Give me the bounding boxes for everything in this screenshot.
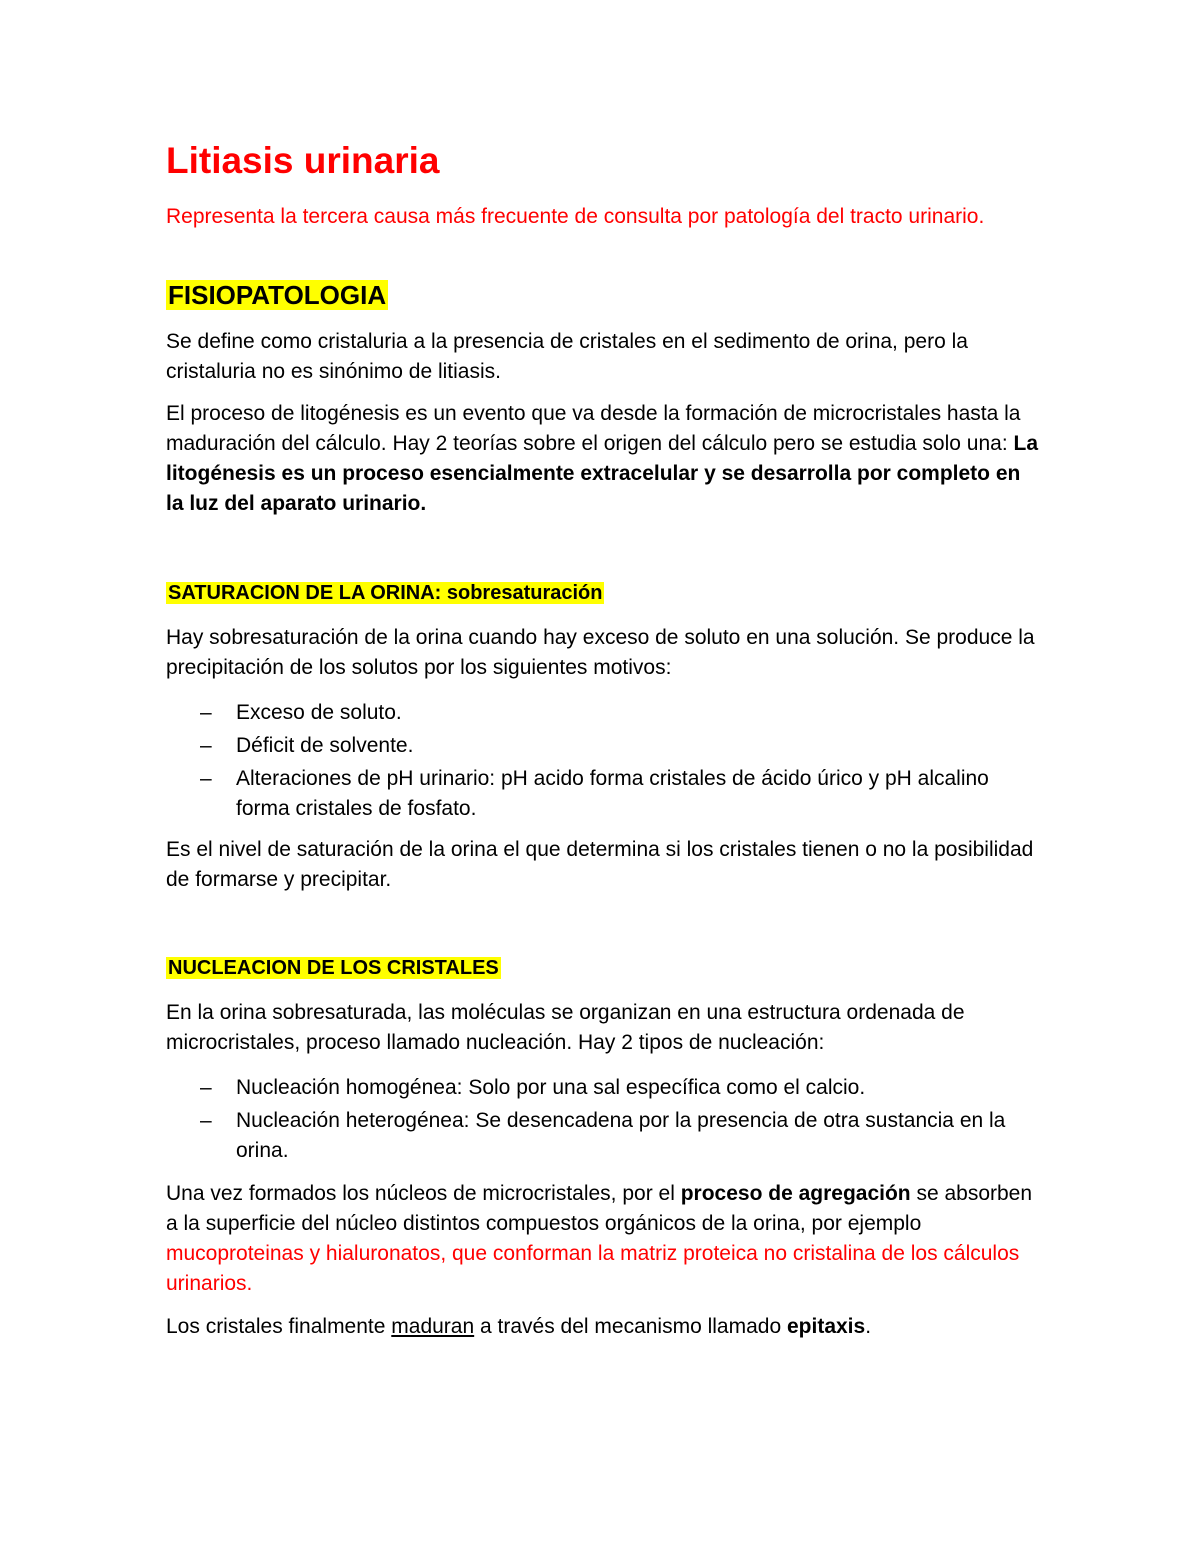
list-item-text: Nucleación homogénea: Solo por una sal específica como el calcio. (236, 1076, 866, 1099)
intro-text: Representa la tercera causa más frecuente de consulta por patología del tracto urinario. (166, 205, 985, 228)
paragraph-text: . (865, 1315, 872, 1338)
dash-bullet: – (200, 1076, 212, 1099)
paragraph-nivel-saturacion: Es el nivel de saturación de la orina el que determina si los cristales tienen o no la posibilidad de formarse y precipitar. (166, 838, 1034, 891)
list-item (166, 1106, 1046, 1166)
highlighted-heading: FISIOPATOLOGIA (168, 280, 387, 310)
bold-term: proceso de agregación (680, 1182, 911, 1205)
bold-statement: La litogénesis es un proceso esencialmente extracelular y se desarrolla por completo en la luz del aparato urinario. (166, 432, 1039, 515)
paragraph-epitaxis (166, 1312, 1041, 1342)
list-item-text: Déficit de solvente. (236, 734, 414, 757)
highlighted-heading: SATURACION DE LA ORINA: sobresaturación (168, 582, 603, 604)
list-item (166, 764, 1046, 824)
bold-term: epitaxis (786, 1315, 866, 1338)
paragraph-litogenesis (166, 399, 1041, 519)
list-item-text: Alteraciones de pH urinario: pH acido forma cristales de ácido úrico y pH alcalino forma cristales de fosfato. (236, 767, 989, 820)
paragraph-text: se absorben a la superficie del núcleo distintos compuestos orgánicos de la orina, por ejemplo (166, 1182, 1033, 1235)
list-item-text: Exceso de soluto. (236, 701, 402, 724)
list-item-text: Nucleación heterogénea: Se desencadena por la presencia de otra sustancia en la orina. (236, 1109, 1006, 1162)
paragraph-cristaluria: Se define como cristaluria a la presencia de cristales en el sedimento de orina, pero la cristaluria no es sinónimo de litiasis. (166, 330, 968, 383)
paragraph-agregacion (166, 1179, 1041, 1299)
dash-bullet: – (200, 767, 212, 790)
section-heading-nucleacion (166, 953, 1046, 983)
list-motivos (166, 698, 1046, 827)
list-item (166, 1073, 1046, 1103)
paragraph-text: El proceso de litogénesis es un evento que va desde la formación de microcristales hasta la maduración del cálculo. Hay 2 teorías sobre el origen del cálculo pero se estudia solo una: (166, 402, 1021, 455)
dash-bullet: – (200, 1109, 212, 1132)
highlighted-heading: NUCLEACION DE LOS CRISTALES (168, 957, 499, 979)
underlined-term: maduran (391, 1315, 475, 1338)
paragraph-nucleacion: En la orina sobresaturada, las moléculas se organizan en una estructura ordenada de microcristales, proceso llamado nucleación. Hay 2 tipos de nucleación: (166, 1001, 965, 1054)
list-tipos-nucleacion (166, 1073, 1046, 1169)
section-heading-fisiopatologia (166, 278, 1046, 312)
page-title: Litiasis urinaria (166, 140, 440, 181)
paragraph-text: Una vez formados los núcleos de microcristales, por el (166, 1182, 681, 1205)
dash-bullet: – (200, 701, 212, 724)
list-item (166, 731, 1046, 761)
dash-bullet: – (200, 734, 212, 757)
paragraph-text: Los cristales finalmente (166, 1315, 392, 1338)
list-item (166, 698, 1046, 728)
paragraph-text: a través del mecanismo llamado (474, 1315, 787, 1338)
red-emphasis: mucoproteinas y hialuronatos, que conforman la matriz proteica no cristalina de los cálculos urinarios. (166, 1242, 1020, 1295)
section-heading-saturacion (166, 578, 1046, 608)
paragraph-sobresaturacion: Hay sobresaturación de la orina cuando hay exceso de soluto en una solución. Se produce la precipitación de los solutos por los siguientes motivos: (166, 626, 1035, 679)
